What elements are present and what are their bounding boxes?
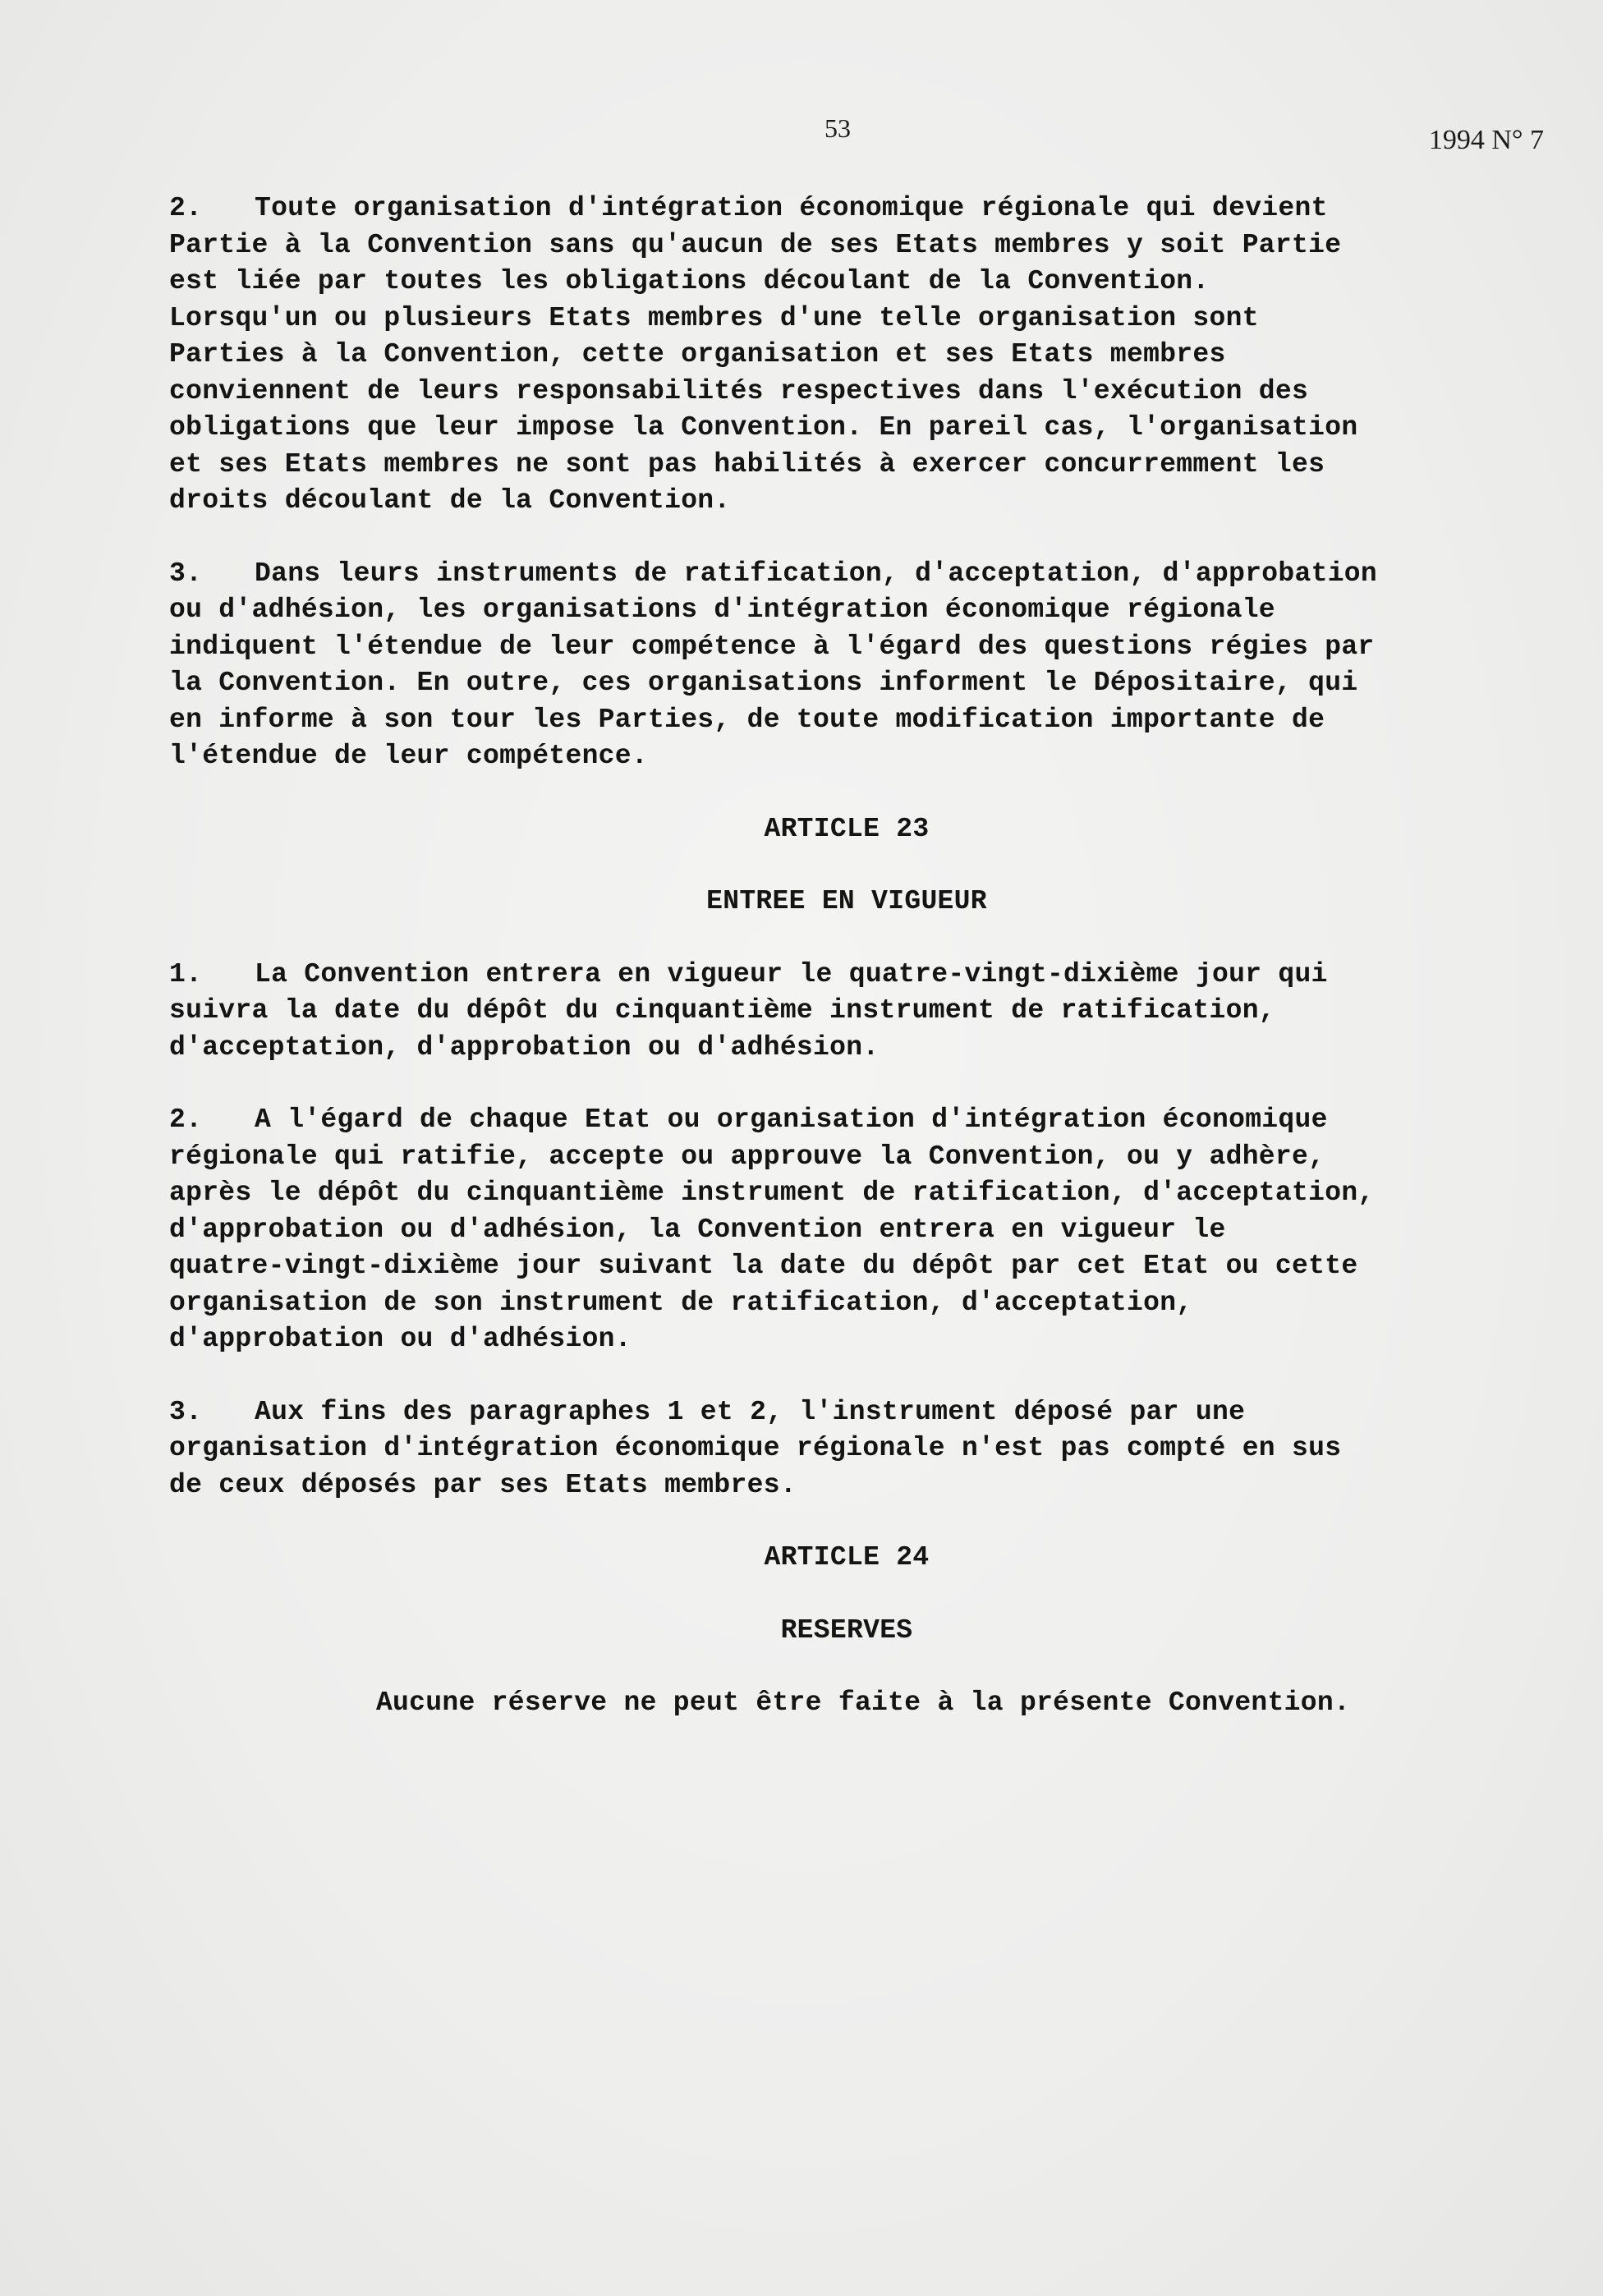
article-24-title: RESERVES [780, 1614, 913, 1646]
article-23-paragraph-1 [169, 957, 1524, 1067]
paragraph-line: de ceux déposés par ses Etats membres. [169, 1469, 797, 1500]
paragraph-line: l'étendue de leur compétence. [169, 741, 648, 771]
paragraph-line: et ses Etats membres ne sont pas habilités à exercer concurremment les [169, 448, 1325, 480]
article-24-heading: ARTICLE 24 [764, 1542, 930, 1573]
paragraph-line: 1. La Convention entrera en vigueur le quatre-vingt-dixième jour qui [169, 957, 1524, 994]
paragraph-line: organisation de son instrument de ratification, d'acceptation, [169, 1287, 1193, 1318]
page-number: 53 [824, 113, 851, 143]
article-24-text: Aucune réserve ne peut être faite à la présente Convention. [375, 1688, 1351, 1718]
paragraph-line: Lorsqu'un ou plusieurs Etats membres d'une telle organisation sont [169, 302, 1259, 333]
paragraph-line: ou d'adhésion, les organisations d'intégration économique régionale [169, 595, 1275, 625]
article-23-title: ENTREE EN VIGUEUR [706, 886, 987, 916]
paragraph-line: 3. Dans leurs instruments de ratification, d'acceptation, d'approbation [169, 556, 1524, 593]
paragraph-line: en informe à son tour les Parties, de toute modification importante de [169, 704, 1325, 735]
paragraph-2 [169, 191, 1524, 520]
paragraph-number: 3. [169, 1396, 203, 1427]
paragraph-line: après le dépôt du cinquantième instrument de ratification, d'acceptation, [169, 1178, 1375, 1208]
article-23-heading: ARTICLE 23 [764, 813, 930, 844]
article-23-paragraph-3 [169, 1394, 1524, 1504]
paragraph-line: indiquent l'étendue de leur compétence à l'égard des questions régies par [169, 631, 1375, 662]
paragraph-line: Parties à la Convention, cette organisation et ses Etats membres [169, 339, 1226, 370]
paragraph-line: quatre-vingt-dixième jour suivant la date du dépôt par cet Etat ou cette [169, 1251, 1358, 1281]
article-23-paragraph-2 [169, 1102, 1524, 1358]
paragraph-line: organisation d'intégration économique régionale n'est pas compté en sus [169, 1433, 1342, 1463]
paragraph-number: 1. [169, 958, 203, 990]
paragraph-line: droits découlant de la Convention. [169, 485, 731, 516]
paragraph-3 [169, 556, 1524, 775]
paragraph-line: régionale qui ratifie, accepte ou approuve la Convention, ou y adhère, [169, 1141, 1325, 1172]
paragraph-line: suivra la date du dépôt du cinquantième instrument de ratification, [169, 995, 1275, 1026]
paragraph-number: 2. [169, 193, 203, 223]
paragraph-line: est liée par toutes les obligations découlant de la Convention. [169, 266, 1210, 296]
paragraph-number: 3. [169, 558, 203, 589]
paragraph-number: 2. [169, 1104, 203, 1135]
paragraph-line: 2. A l'égard de chaque Etat ou organisation d'intégration économique [169, 1102, 1524, 1139]
paragraph-line: conviennent de leurs responsabilités respectives dans l'exécution des [169, 375, 1309, 406]
paragraph-line: d'approbation ou d'adhésion, la Convention entrera en vigueur le [169, 1214, 1226, 1245]
paragraph-line: d'approbation ou d'adhésion. [169, 1324, 632, 1354]
paragraph-line: 2. Toute organisation d'intégration économique régionale qui devient [169, 191, 1524, 227]
paragraph-line: la Convention. En outre, ces organisations informent le Dépositaire, qui [169, 668, 1358, 698]
document-body [169, 191, 1524, 1722]
paragraph-line: Partie à la Convention sans qu'aucun de ses Etats membres y soit Partie [169, 229, 1342, 260]
paragraph-line: d'acceptation, d'approbation ou d'adhésion. [169, 1031, 880, 1063]
issue-reference: 1994 N° 7 [1428, 125, 1544, 155]
paragraph-line: 3. Aux fins des paragraphes 1 et 2, l'instrument déposé par une [169, 1394, 1524, 1431]
paragraph-line: obligations que leur impose la Convention. En pareil cas, l'organisation [169, 412, 1358, 443]
